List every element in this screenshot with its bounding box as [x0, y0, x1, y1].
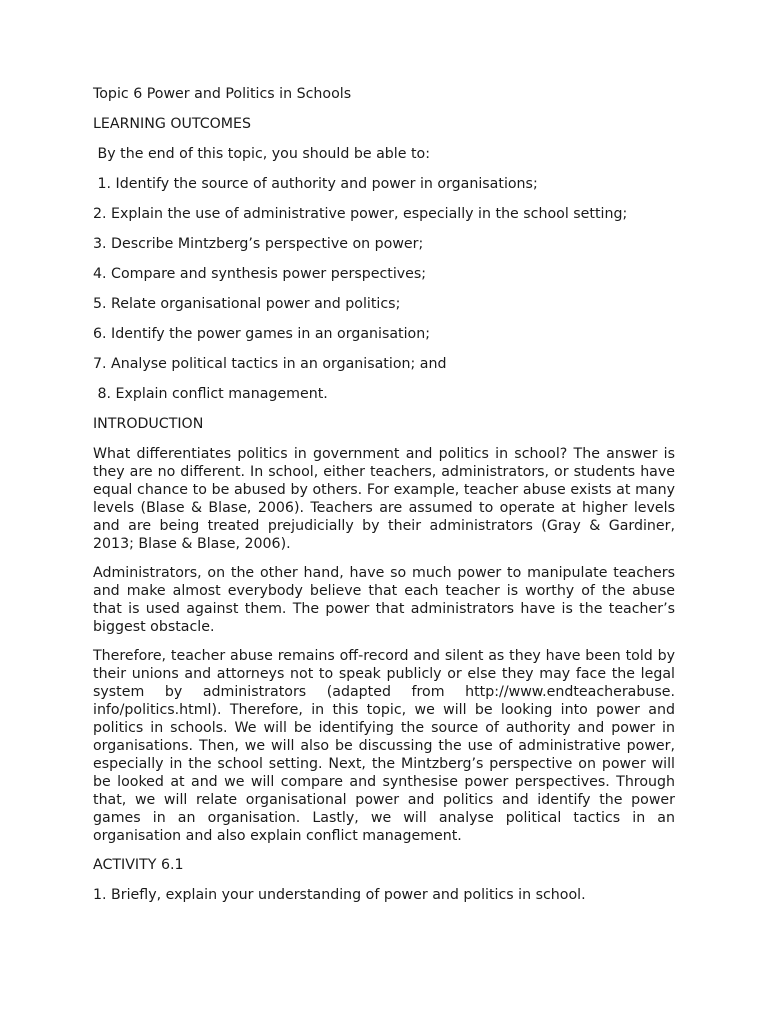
document-page	[93, 85, 675, 916]
topic-title: Topic 6 Power and Politics in Schools	[93, 86, 352, 102]
introduction-paragraph-2: Administrators, on the other hand, have so much power to manipulate teachers and make almost everybody believe that each teacher is worthy of the abuse that is used against them. The power that administrators have is the teacher’s biggest obstacle.	[93, 565, 675, 635]
outcome-item-2: 2. Explain the use of administrative power, especially in the school setting;	[93, 206, 628, 222]
outcome-item-6: 6. Identify the power games in an organisation;	[93, 326, 430, 342]
outcome-item-4: 4. Compare and synthesis power perspectives;	[93, 266, 427, 282]
outcome-item-5: 5. Relate organisational power and politics;	[93, 296, 401, 312]
introduction-paragraph-1: What differentiates politics in government and politics in school? The answer is they are no different. In school, either teachers, administrators, or students have equal chance to be abused by others. For example, teacher abuse exists at many levels (Blase & Blase, 2006). Teachers are assumed to operate at higher levels and are being treated prejudicially by their administrators (Gray & Gardiner, 2013; Blase & Blase, 2006).	[93, 446, 675, 552]
outcome-item-3: 3. Describe Mintzberg’s perspective on power;	[93, 236, 424, 252]
outcome-item-8: 8. Explain conflict management.	[93, 386, 328, 402]
introduction-paragraph-3: Therefore, teacher abuse remains off-record and silent as they have been told by their unions and attorneys not to speak publicly or else they may face the legal system by administrators (adapted from http://www.endteacherabuse. info/politics.html). Therefore, in this topic, we will be looking into power and politics in schools. We will be identifying the source of authority and power in organisations. Then, we will also be discussing the use of administrative power, especially in the school setting. Next, the Mintzberg’s perspective on power will be looked at and we will compare and synthesise power perspectives. Through that, we will relate organisational power and politics and identify the power games in an organisation. Lastly, we will analyse political tactics in an organisation and also explain conflict management.	[93, 648, 675, 844]
activity-item-1: 1. Briefly, explain your understanding of power and politics in school.	[93, 887, 586, 903]
learning-outcomes-heading: LEARNING OUTCOMES	[93, 116, 252, 132]
learning-outcomes-list	[93, 175, 675, 403]
outcome-item-7: 7. Analyse political tactics in an organisation; and	[93, 356, 447, 372]
introduction-heading: INTRODUCTION	[93, 416, 204, 432]
outcome-item-1: 1. Identify the source of authority and power in organisations;	[93, 176, 538, 192]
learning-outcomes-intro: By the end of this topic, you should be able to:	[93, 146, 431, 162]
activity-heading: ACTIVITY 6.1	[93, 857, 184, 873]
